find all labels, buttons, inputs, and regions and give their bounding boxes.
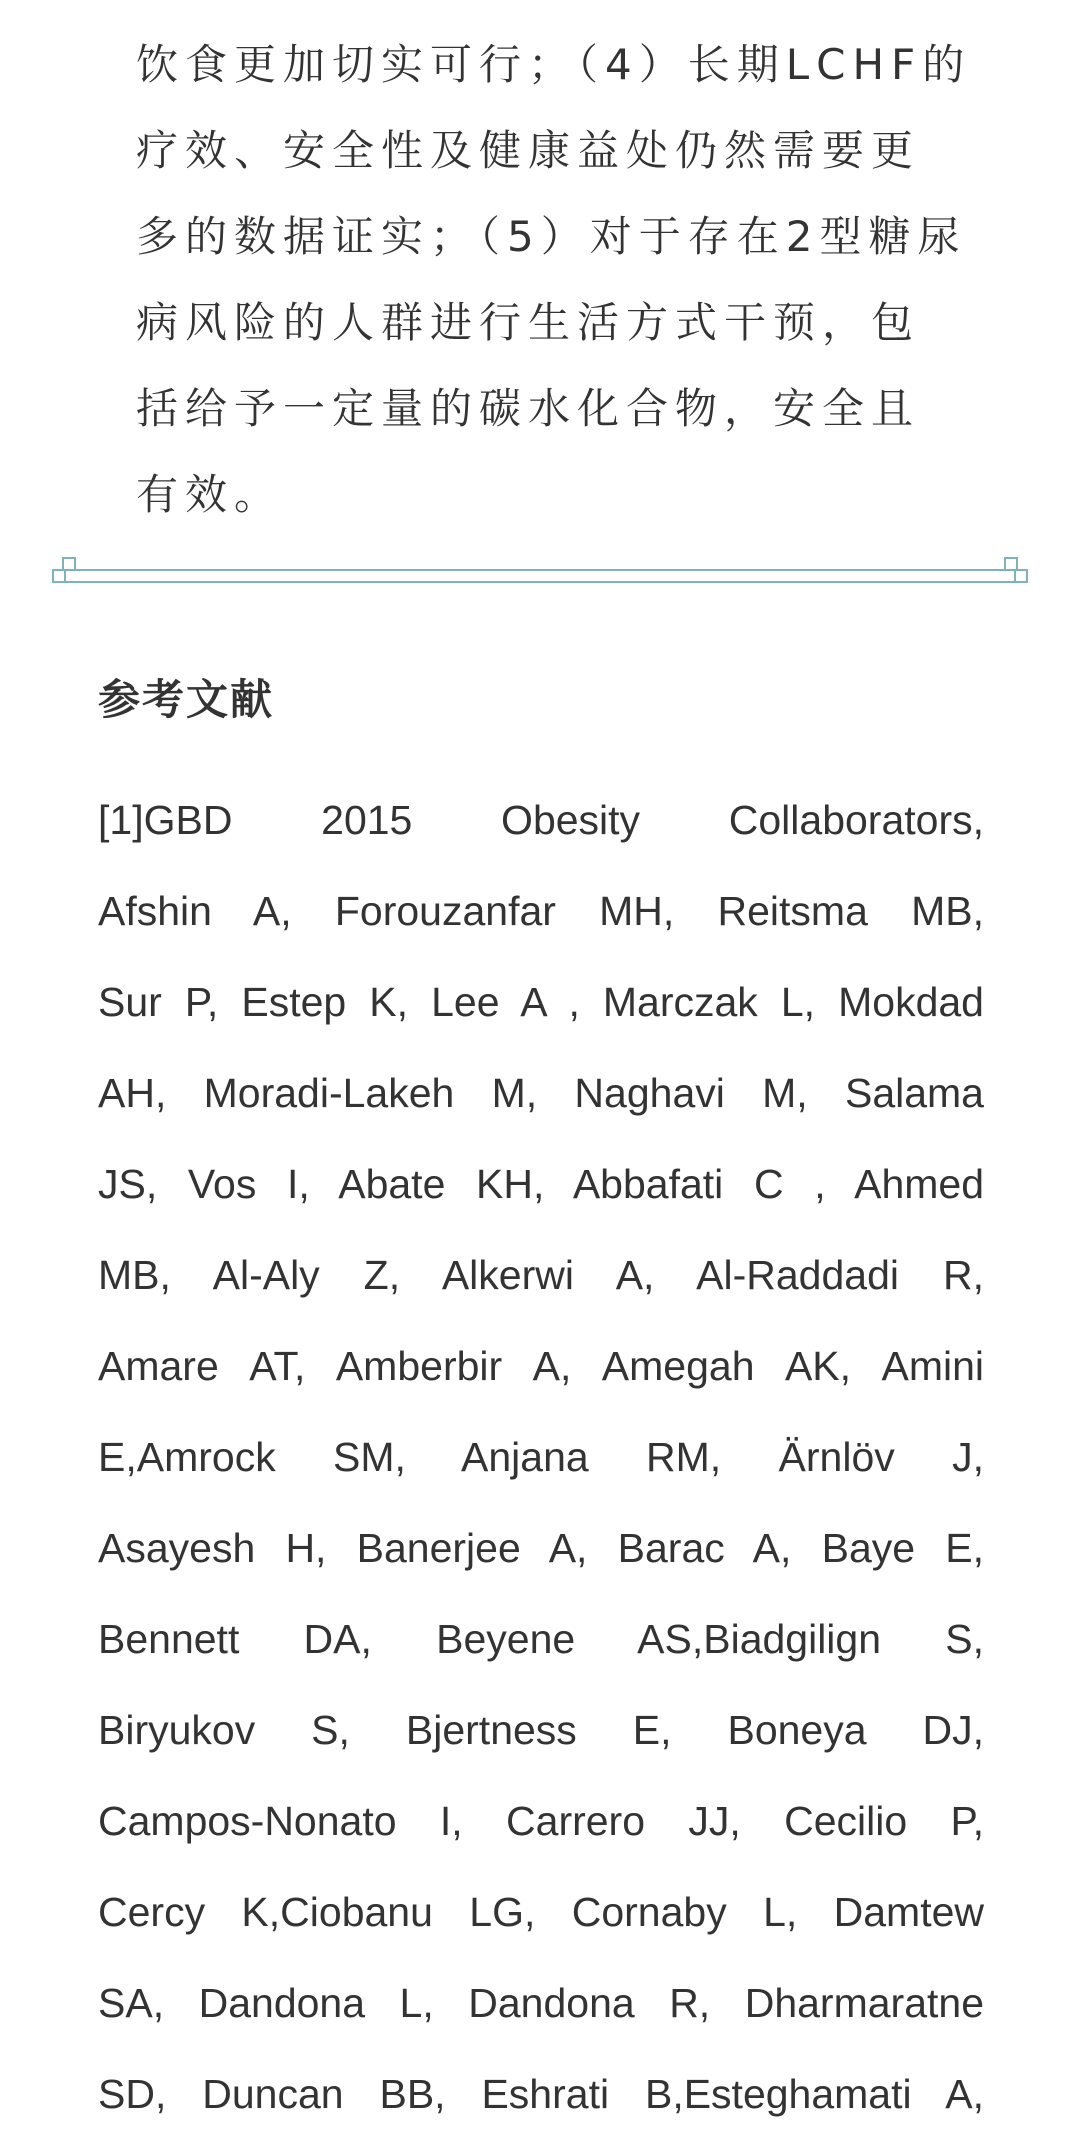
reference-line: Sur P, Estep K, Lee A , Marczak L, Mokdad [98,979,984,1025]
reference-list [98,775,984,2140]
reference-line: SA, Dandona L, Dandona R, Dharmaratne [98,1980,984,2026]
divider-ornament-icon [52,552,1028,586]
reference-line: Cercy K,Ciobanu LG, Cornaby L, Damtew [98,1889,984,1935]
reference-line: E,Amrock SM, Anjana RM, Ärnlöv J, [98,1434,984,1480]
reference-line: AH, Moradi-Lakeh M, Naghavi M, Salama [98,1070,984,1116]
conclusion-line: 疗效、安全性及健康益处仍然需要更 [136,126,921,175]
reference-line: Afshin A, Forouzanfar MH, Reitsma MB, [98,888,984,934]
conclusion-line: 病风险的人群进行生活方式干预，包 [136,298,921,347]
conclusion-line: 多的数据证实；（5）对于存在2型糖尿 [136,212,967,261]
section-divider [52,552,1028,586]
reference-line: Amare AT, Amberbir A, Amegah AK, Amini [98,1343,984,1389]
conclusion-line: 饮食更加切实可行；（4）长期LCHF的 [136,40,972,89]
reference-line: JS, Vos I, Abate KH, Abbafati C , Ahmed [98,1161,984,1207]
reference-line: SD, Duncan BB, Eshrati B,Esteghamati A, [98,2071,984,2117]
reference-line: [1]GBD 2015 Obesity Collaborators, [98,797,984,843]
reference-line: Biryukov S, Bjertness E, Boneya DJ, [98,1707,984,1753]
reference-line: Campos-Nonato I, Carrero JJ, Cecilio P, [98,1798,984,1844]
article-conclusion-paragraph [136,22,972,538]
references-heading: 参考文献 [98,675,275,724]
conclusion-line: 括给予一定量的碳水化合物，安全且 [136,384,921,433]
reference-line: Asayesh H, Banerjee A, Barac A, Baye E, [98,1525,984,1571]
reference-line: MB, Al-Aly Z, Alkerwi A, Al-Raddadi R, [98,1252,984,1298]
conclusion-line: 有效。 [136,470,284,519]
reference-line: Bennett DA, Beyene AS,Biadgilign S, [98,1616,984,1662]
